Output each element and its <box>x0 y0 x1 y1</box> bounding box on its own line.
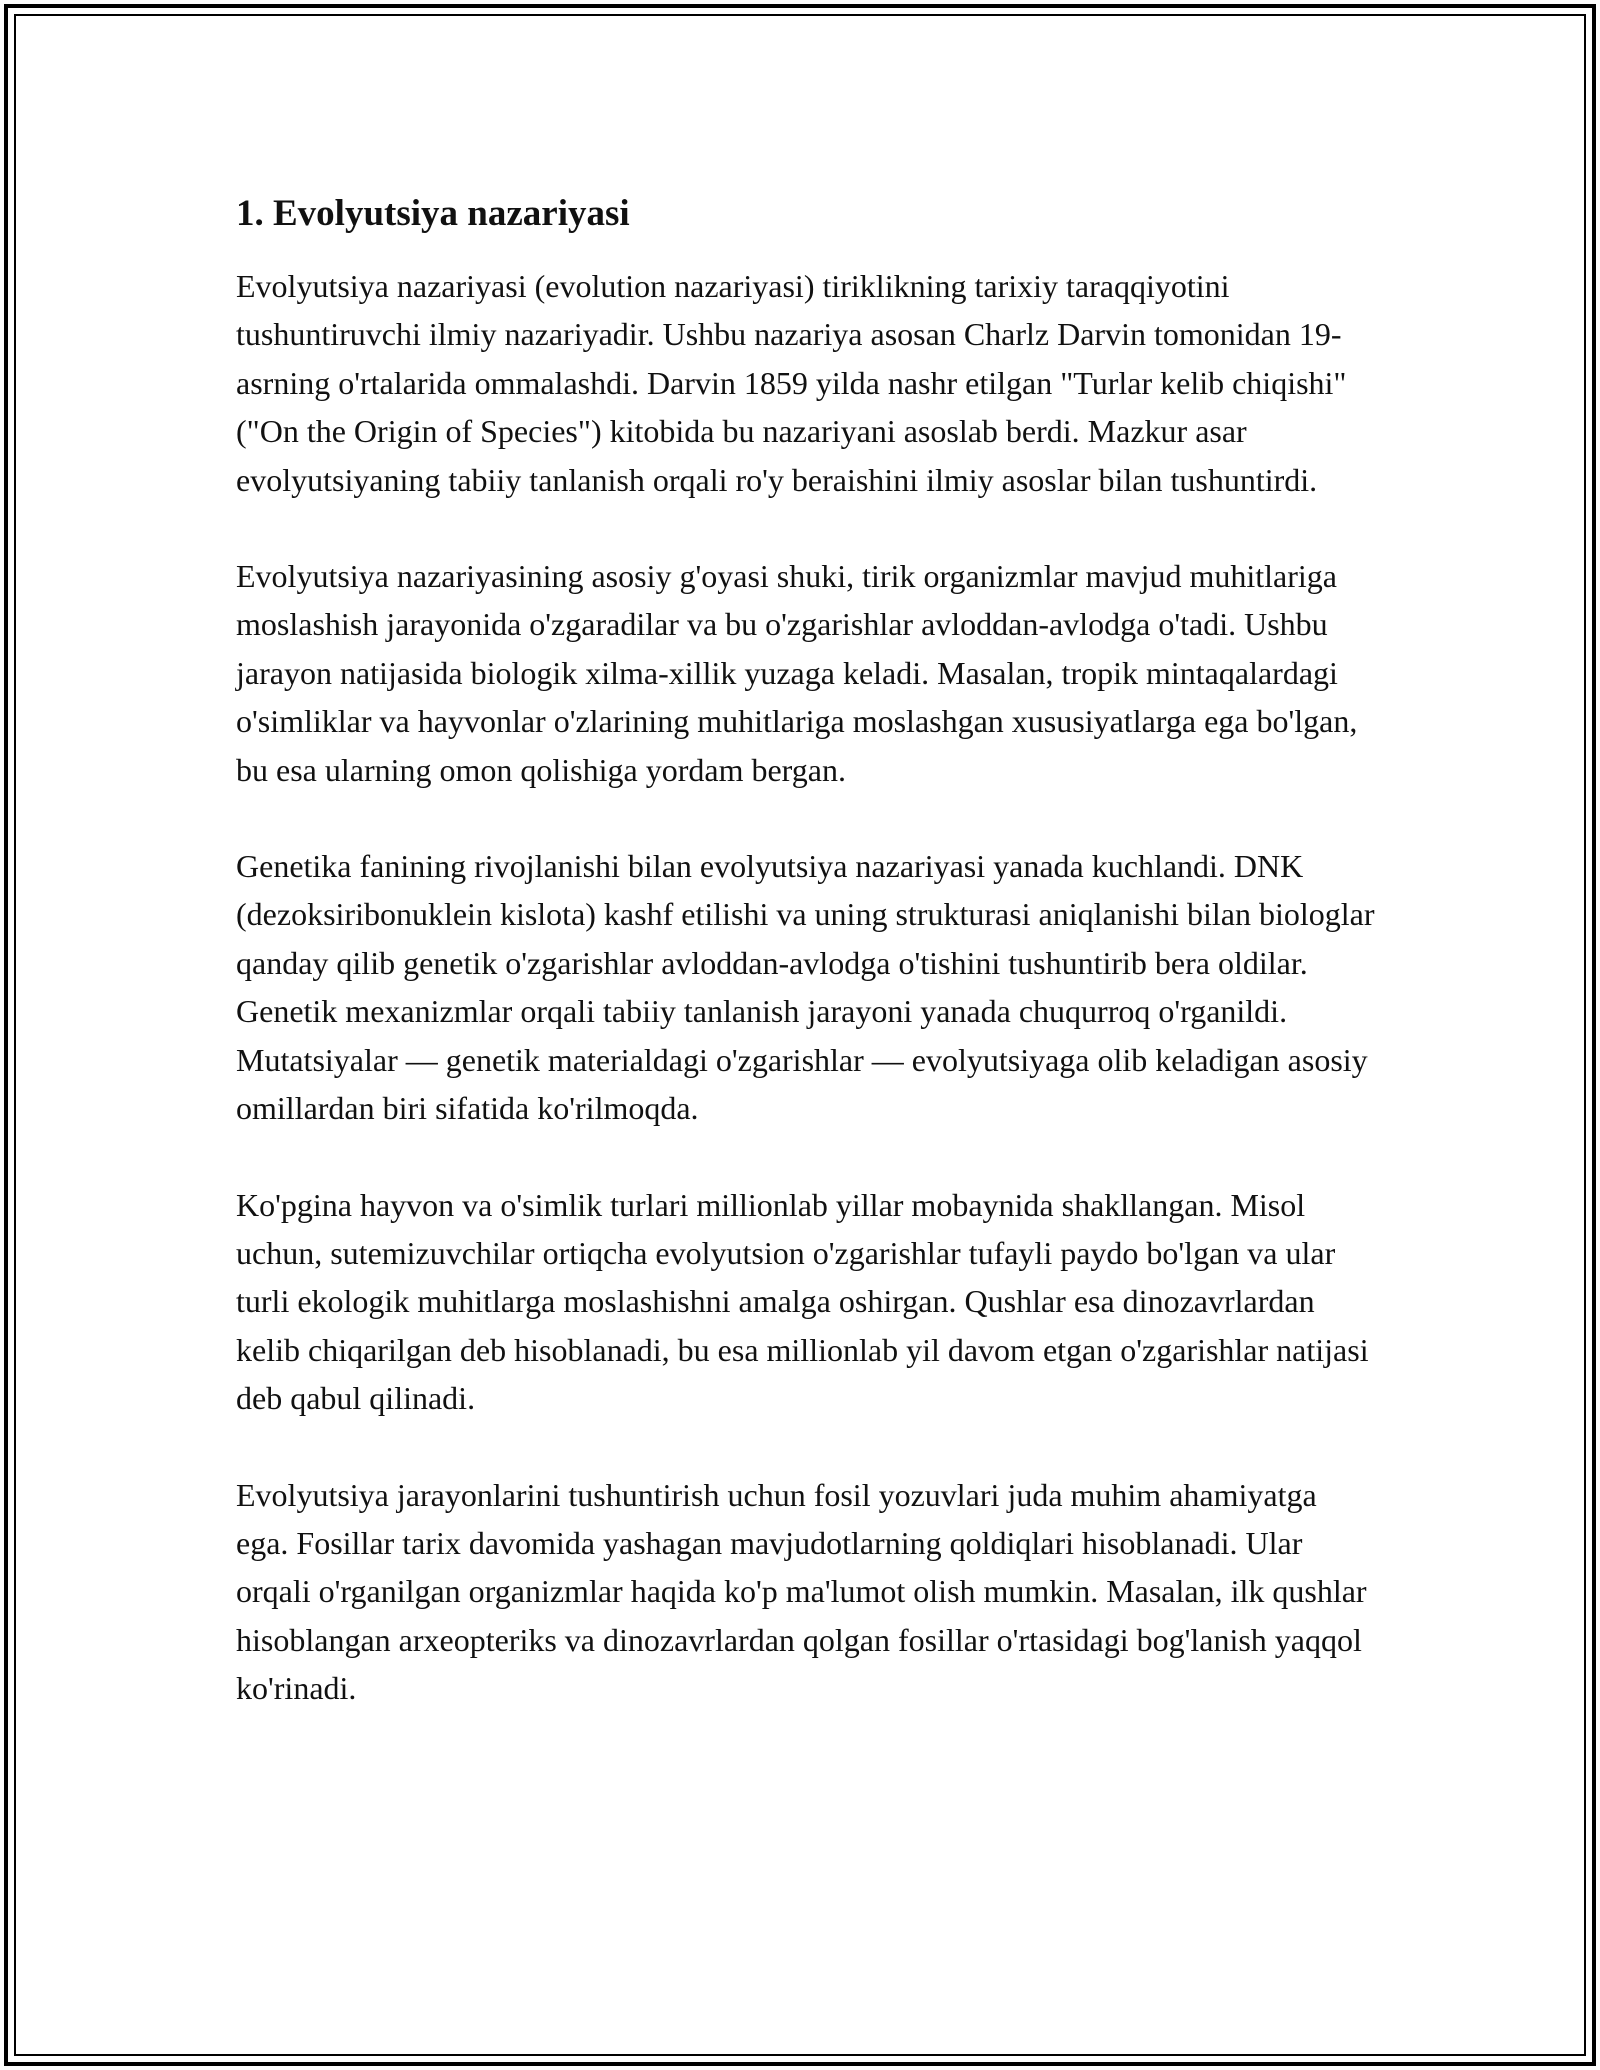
paragraph-4: Ko'pgina hayvon va o'simlik turlari millionlab yillar mobaynida shakllangan. Misol uchun, sutemizuvchilar ortiqcha evolyutsion o'zgarishlar tufayli paydo bo'lgan va ular turli ekologik muhitlarga moslashishni amalga oshirgan. Qushlar esa dinozavrlardan kelib chiqarilgan deb hisoblanadi, bu esa millionlab yil davom etgan o'zgarishlar natijasi deb qabul qilinadi. <box>236 1186 1369 1417</box>
section-title: 1. Evolyutsiya nazariyasi <box>236 193 630 234</box>
paragraph-5: Evolyutsiya jarayonlarini tushuntirish uchun fosil yozuvlari juda muhim ahamiyatga ega. Fosillar tarix davomida yashagan mavjudotlarning qoldiqlari hisoblanadi. Ular orqali o'rganilgan organizmlar haqida ko'p ma'lumot olish mumkin. Masalan, ilk qushlar hisoblangan arxeopteriks va dinozavrlardan qolgan fosillar o'rtasidagi bog'lanish yaqqol ko'rinadi. <box>236 1476 1367 1707</box>
paragraph-2: Evolyutsiya nazariyasining asosiy g'oyasi shuki, tirik organizmlar mavjud muhitlariga moslashish jarayonida o'zgaradilar va bu o'zgarishlar avloddan-avlodga o'tadi. Ushbu jarayon natijasida biologik xilma-xillik yuzaga keladi. Masalan, tropik mintaqalardagi o'simliklar va hayvonlar o'zlarining muhitlariga moslashgan xususiyatlarga ega bo'lgan, bu esa ularning omon qolishiga yordam bergan. <box>236 558 1358 788</box>
document-body <box>236 188 1376 1761</box>
paragraph-1: Evolyutsiya nazariyasi (evolution nazariyasi) tiriklikning tarixiy taraqqiyotini tushuntiruvchi ilmiy nazariyadir. Ushbu nazariya asosan Charlz Darvin tomonidan 19-asrning o'rtalarida ommalashdi. Darvin 1859 yilda nashr etilgan "Turlar kelib chiqishi" ("On the Origin of Species") kitobida bu nazariyani asoslab berdi. Mazkur asar evolyutsiyaning tabiiy tanlanish orqali ro'y beraishini ilmiy asoslar bilan tushuntirdi. <box>236 268 1347 498</box>
paragraph-3: Genetika fanining rivojlanishi bilan evolyutsiya nazariyasi yanada kuchlandi. DNK (dezoksiribonuklein kislota) kashf etilishi va uning strukturasi aniqlanishi bilan biologlar qanday qilib genetik o'zgarishlar avloddan-avlodga o'tishini tushuntirib bera oldilar. Genetik mexanizmlar orqali tabiiy tanlanish jarayoni yanada chuqurroq o'rganildi. Mutatsiyalar — genetik materialdagi o'zgarishlar — evolyutsiyaga olib keladigan asosiy omillardan biri sifatida ko'rilmoqda. <box>236 848 1375 1127</box>
